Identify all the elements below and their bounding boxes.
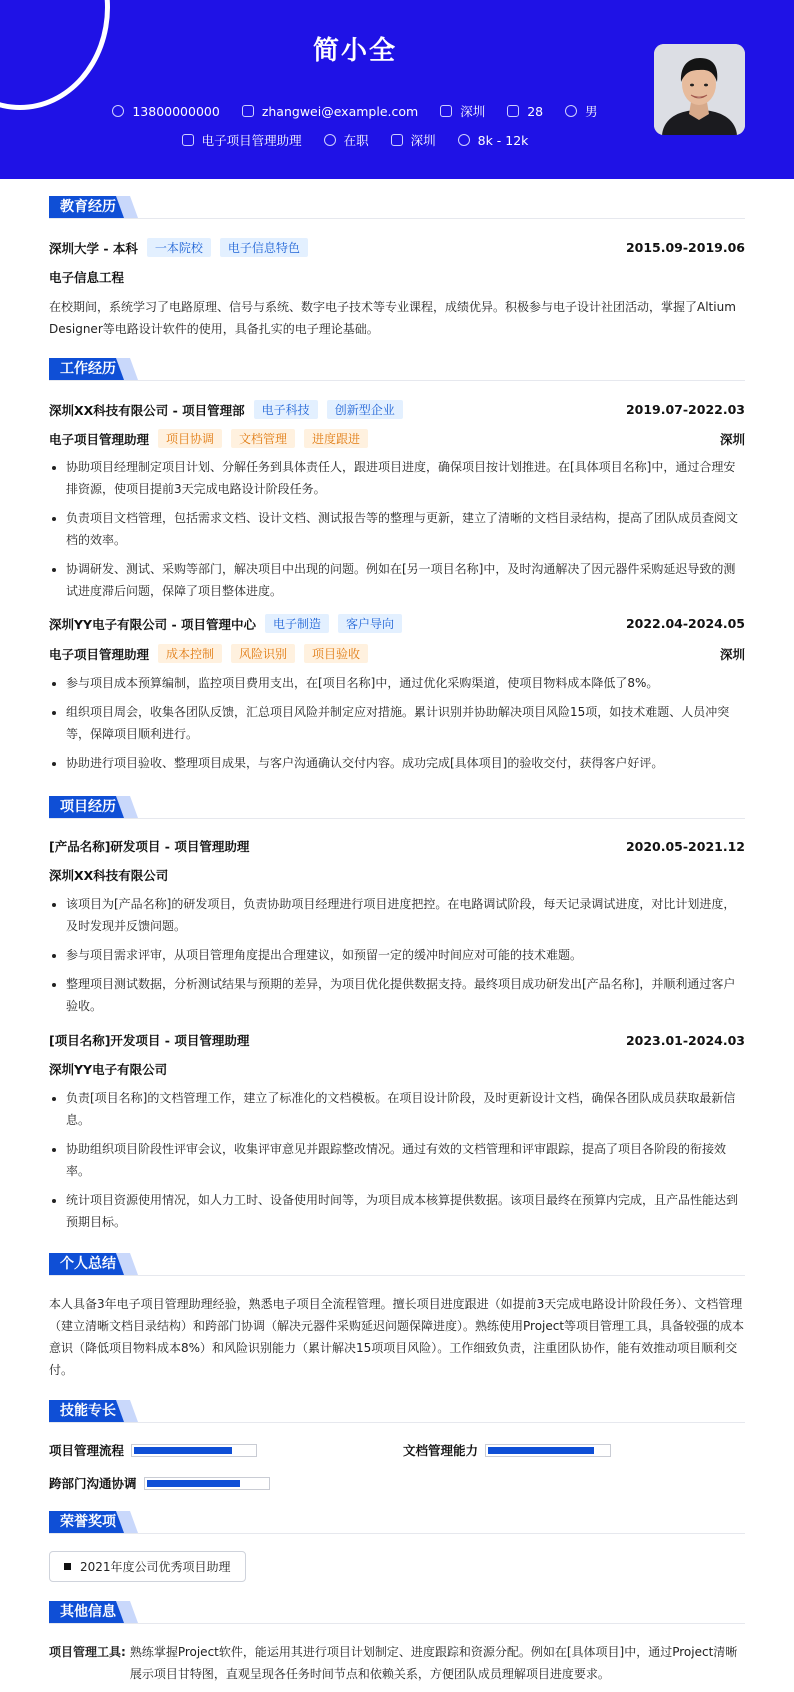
resume-header — [0, 0, 794, 179]
gender-text: 男 — [585, 104, 598, 119]
role-tag: 项目协调 — [158, 429, 222, 448]
section-other — [49, 1601, 745, 1623]
section-projects — [49, 796, 745, 818]
education-tag: 一本院校 — [147, 238, 211, 257]
section-title-education: 教育经历 — [49, 196, 127, 218]
work-role: 电子项目管理助理 — [49, 431, 150, 447]
gender-icon — [565, 105, 577, 117]
salary-item — [458, 131, 529, 149]
coin-icon — [458, 134, 470, 146]
section-education — [49, 196, 745, 218]
section-title-projects: 项目经历 — [49, 796, 127, 818]
avatar-portrait — [654, 44, 745, 135]
other-label: 项目管理工具: — [49, 1645, 126, 1659]
location-text: 深圳 — [460, 104, 486, 119]
work-role-row — [49, 429, 745, 448]
section-summary — [49, 1253, 745, 1275]
skill-item — [49, 1474, 270, 1492]
list-item: 负责[项目名称]的文档管理工作，建立了标准化的文档模板。在项目设计阶段，及时更新设计文档，确保各团队成员获取最新信息。 — [49, 1087, 745, 1131]
skill-bar — [131, 1444, 257, 1457]
gear-icon — [324, 134, 336, 146]
company-tag: 客户导向 — [338, 614, 402, 633]
project-company: 深圳XX科技有限公司 — [49, 868, 169, 883]
project-title: [项目名称]开发项目 - 项目管理助理 — [49, 1033, 250, 1048]
skill-item — [49, 1441, 257, 1459]
building-icon — [391, 134, 403, 146]
work-city: 深圳 — [719, 431, 745, 447]
project-bullets — [49, 893, 745, 1024]
avatar — [654, 44, 745, 135]
gender-item — [565, 102, 598, 120]
role-tag: 进度跟进 — [304, 429, 368, 448]
job-row — [0, 131, 710, 149]
project-date: 2023.01-2024.03 — [625, 1032, 745, 1048]
project-title-row — [49, 1031, 745, 1049]
job-target-text: 电子项目管理助理 — [201, 133, 302, 148]
skill-name: 文档管理能力 — [403, 1443, 479, 1458]
role-tag: 成本控制 — [158, 644, 222, 663]
square-bullet-icon — [64, 1563, 71, 1570]
work-role: 电子项目管理助理 — [49, 646, 150, 662]
education-tag: 电子信息特色 — [220, 238, 308, 257]
send-icon — [182, 134, 194, 146]
award-badge — [49, 1551, 246, 1582]
project-title-row — [49, 837, 745, 855]
section-title-summary: 个人总结 — [49, 1253, 127, 1275]
education-date: 2015.09-2019.06 — [625, 240, 745, 255]
mail-icon — [242, 105, 254, 117]
work-bullets — [49, 672, 745, 781]
contact-row — [0, 102, 710, 120]
list-item: 该项目为[产品名称]的研发项目，负责协助项目经理进行项目进度把控。在电路调试阶段，每天记录调试进度，对比计划进度，及时发现并反馈问题。 — [49, 893, 745, 937]
section-title-work: 工作经历 — [49, 358, 127, 380]
work-date: 2022.04-2024.05 — [625, 616, 745, 631]
list-item: 组织项目周会，收集各团队反馈，汇总项目风险并制定应对措施。累计识别并协助解决项目风险15项，如技术难题、人员冲突等，保障项目顺利进行。 — [49, 701, 745, 745]
section-work — [49, 358, 745, 380]
skill-name: 项目管理流程 — [49, 1443, 125, 1458]
project-company-row — [49, 866, 745, 884]
home-icon — [440, 105, 452, 117]
skill-bar — [485, 1444, 611, 1457]
role-tag: 文档管理 — [231, 429, 295, 448]
education-major: 电子信息工程 — [49, 270, 125, 285]
phone-item — [112, 102, 219, 120]
education-header — [49, 238, 745, 257]
education-description: 在校期间，系统学习了电路原理、信号与系统、数字电子技术等专业课程，成绩优异。积极参与电子设计社团活动，掌握了Altium Designer等电路设计软件的使用，具备扎实的电子理论基础。 — [49, 300, 736, 336]
work-role-row — [49, 644, 745, 663]
skill-fill — [488, 1447, 594, 1454]
other-text: 熟练掌握Project软件，能运用其进行项目计划制定、进度跟踪和资源分配。例如在[具体项目]中，通过Project清晰展示项目甘特图，直观呈现各任务时间节点和依赖关系，方便团队成员理解项目进度要求。 — [129, 1645, 738, 1681]
skill-item — [403, 1441, 611, 1459]
status-item — [324, 131, 369, 149]
company-tag: 电子制造 — [265, 614, 329, 633]
work-company-row — [49, 400, 745, 419]
skill-bar — [144, 1477, 270, 1490]
candidate-name: 简小全 — [312, 36, 397, 66]
company-tag: 创新型企业 — [327, 400, 403, 419]
list-item: 参与项目需求评审，从项目管理角度提出合理建议，如预留一定的缓冲时间应对可能的技术难题。 — [49, 944, 745, 966]
section-title-skills: 技能专长 — [49, 1400, 127, 1422]
skill-fill — [134, 1447, 232, 1454]
section-title-other: 其他信息 — [49, 1601, 127, 1623]
education-major-row — [49, 268, 745, 286]
age-text: 28 — [527, 103, 544, 119]
role-tag: 风险识别 — [231, 644, 295, 663]
email-text: zhangwei@example.com — [261, 103, 419, 119]
phone-text: 13800000000 — [132, 103, 220, 119]
other-info — [49, 1641, 745, 1685]
list-item: 协助进行项目验收、整理项目成果，与客户沟通确认交付内容。成功完成[具体项目]的验收交付，获得客户好评。 — [49, 752, 745, 774]
school-name: 深圳大学 - 本科 — [49, 240, 138, 256]
work-company: 深圳XX科技有限公司 - 项目管理部 — [49, 402, 245, 418]
section-skills — [49, 1400, 745, 1422]
list-item: 整理项目测试数据，分析测试结果与预期的差异，为项目优化提供数据支持。最终项目成功研发出[产品名称]，并顺利通过客户验收。 — [49, 973, 745, 1017]
job-city-text: 深圳 — [410, 133, 436, 148]
list-item: 协助组织项目阶段性评审会议，收集评审意见并跟踪整改情况。通过有效的文档管理和评审跟踪，提高了项目各阶段的衔接效率。 — [49, 1138, 745, 1182]
project-title: [产品名称]研发项目 - 项目管理助理 — [49, 839, 250, 854]
list-item: 统计项目资源使用情况，如人力工时、设备使用时间等，为项目成本核算提供数据。该项目最终在预算内完成，且产品性能达到预期目标。 — [49, 1189, 745, 1233]
project-bullets — [49, 1087, 745, 1240]
project-date: 2020.05-2021.12 — [625, 838, 745, 854]
company-tag: 电子科技 — [254, 400, 318, 419]
section-awards — [49, 1511, 745, 1533]
work-date: 2019.07-2022.03 — [625, 402, 745, 417]
location-item — [440, 102, 485, 120]
work-company-row — [49, 614, 745, 633]
job-target-item — [182, 131, 302, 149]
cake-icon — [507, 105, 519, 117]
list-item: 参与项目成本预算编制，监控项目费用支出，在[项目名称]中，通过优化采购渠道，使项目物料成本降低了8%。 — [49, 672, 745, 694]
list-item: 协调研发、测试、采购等部门，解决项目中出现的问题。例如在[另一项目名称]中，及时沟通解决了因元器件采购延迟导致的测试进度滞后问题，保障了项目整体进度。 — [49, 558, 745, 602]
phone-icon — [112, 105, 124, 117]
project-company-row — [49, 1060, 745, 1078]
summary-text: 本人具备3年电子项目管理助理经验，熟悉电子项目全流程管理。擅长项目进度跟进（如提前3天完成电路设计阶段任务）、文档管理（建立清晰文档目录结构）和跨部门协调（解决元器件采购延迟问题保障进度）。熟练使用Project等项目管理工具，具备较强的成本意识（降低项目物料成本8%）和风险识别能力（累计解决15项项目风险）。工作细致负责，注重团队协作，能有效推动项目顺利交付。 — [49, 1297, 745, 1377]
skill-fill — [147, 1480, 241, 1487]
work-bullets — [49, 456, 745, 609]
work-city: 深圳 — [719, 646, 745, 662]
award-text: 2021年度公司优秀项目助理 — [80, 1560, 231, 1574]
list-item: 协助项目经理制定项目计划、分解任务到具体责任人，跟进项目进度，确保项目按计划推进。在[具体项目名称]中，通过合理安排资源，使项目提前3天完成电路设计阶段任务。 — [49, 456, 745, 500]
job-city-item — [391, 131, 436, 149]
project-company: 深圳YY电子有限公司 — [49, 1062, 168, 1077]
salary-text: 8k - 12k — [477, 132, 529, 148]
age-item — [507, 102, 543, 120]
email-item — [242, 102, 418, 120]
section-title-awards: 荣誉奖项 — [49, 1511, 127, 1533]
list-item: 负责项目文档管理，包括需求文档、设计文档、测试报告等的整理与更新，建立了清晰的文档目录结构，提高了团队成员查阅文档的效率。 — [49, 507, 745, 551]
skill-name: 跨部门沟通协调 — [49, 1476, 137, 1491]
work-company: 深圳YY电子有限公司 - 项目管理中心 — [49, 616, 256, 632]
role-tag: 项目验收 — [304, 644, 368, 663]
status-text: 在职 — [343, 133, 369, 148]
